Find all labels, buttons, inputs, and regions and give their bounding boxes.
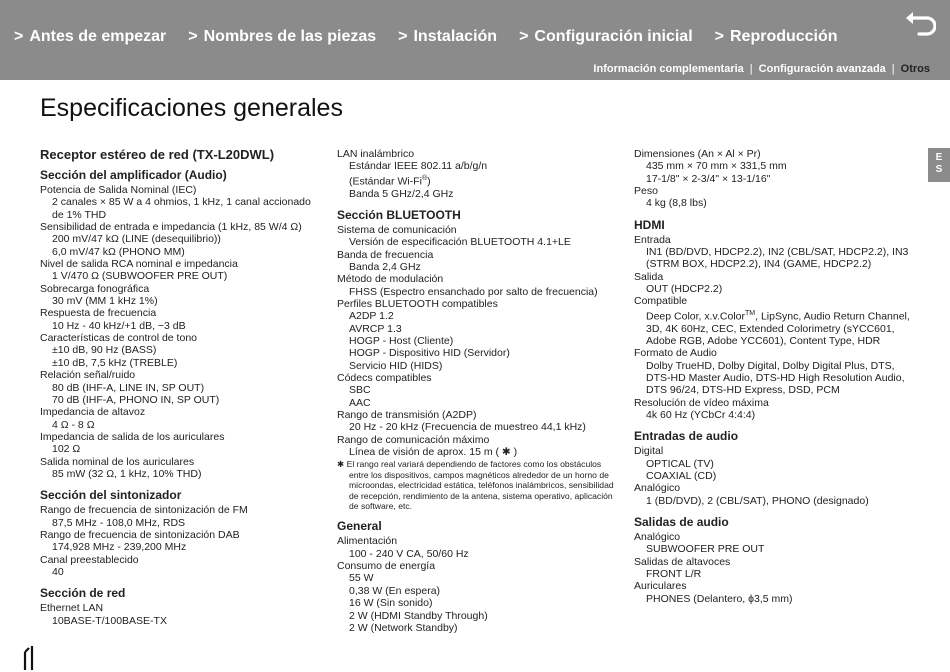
- nav-label: Configuración inicial: [534, 28, 693, 45]
- spec-value: 4 Ω - 8 Ω: [52, 418, 95, 431]
- spec-value: A2DP 1.2: [349, 310, 394, 323]
- nav-configuracion-inicial[interactable]: [519, 28, 693, 46]
- spec-label: Salidas de altavoces: [634, 555, 731, 568]
- language-tab-letter: S: [935, 164, 943, 175]
- nav-instalacion[interactable]: [398, 28, 497, 46]
- spec-value: Versión de especificación BLUETOOTH 4.1+LE: [349, 236, 571, 249]
- section-heading-general: General: [337, 519, 382, 534]
- spec-label: Características de control de tono: [40, 332, 197, 345]
- spec-label: Analógico: [634, 531, 681, 544]
- column-3: [634, 148, 919, 605]
- nav-arrow: >: [398, 28, 408, 45]
- spec-value-text: (Estándar Wi-Fi: [349, 175, 422, 188]
- spec-label: Rango de transmisión (A2DP): [337, 409, 477, 422]
- spec-label: Potencia de Salida Nominal (IEC): [40, 184, 197, 196]
- spec-label: Sistema de comunicación: [337, 223, 457, 236]
- section-heading-hdmi: HDMI: [634, 217, 665, 232]
- language-tab-es[interactable]: [928, 148, 950, 182]
- top-bar: [0, 0, 950, 80]
- spec-value: AVRCP 1.3: [349, 322, 402, 335]
- spec-value: 174,928 MHz - 239,200 MHz: [52, 541, 187, 554]
- spec-value: 10 Hz - 40 kHz/+1 dB, −3 dB: [52, 319, 186, 332]
- spec-value: Línea de visión de aprox. 15 m ( ✱ ): [349, 446, 518, 459]
- subnav-informacion-complementaria[interactable]: Información complementaria: [593, 63, 744, 75]
- nav-arrow: >: [14, 28, 24, 45]
- spec-label: Consumo de energía: [337, 560, 436, 573]
- spec-value: 1 V/470 Ω (SUBWOOFER PRE OUT): [52, 270, 228, 283]
- spec-label: Canal preestablecido: [40, 553, 139, 566]
- spec-value: AAC: [349, 396, 371, 409]
- registered-mark: ®: [421, 174, 428, 182]
- spec-value: 17-1/8" × 2-3/4" × 13-1/16": [646, 172, 771, 185]
- spec-label: Respuesta de frecuencia: [40, 307, 157, 320]
- spec-label: Rango de comunicación máximo: [337, 433, 490, 446]
- spec-label: Alimentación: [337, 535, 398, 548]
- spec-label: Analógico: [634, 482, 681, 495]
- spec-label: Salida: [634, 270, 664, 283]
- spec-label: Compatible: [634, 295, 688, 308]
- spec-value: 102 Ω: [52, 443, 81, 456]
- subnav-separator: |: [891, 63, 895, 75]
- spec-value: 20 Hz - 20 kHz (Frecuencia de muestreo 44,1 kHz): [349, 421, 586, 434]
- spec-label: Resolución de vídeo máxima: [634, 396, 769, 409]
- spec-value: 80 dB (IHF-A, LINE IN, SP OUT): [52, 381, 205, 394]
- spec-value: [646, 308, 919, 323]
- brand-logo-icon: [22, 646, 36, 670]
- spec-label: Banda de frecuencia: [337, 248, 434, 261]
- section-heading-audio-inputs: Entradas de audio: [634, 429, 739, 444]
- spec-label: LAN inalámbrico: [337, 148, 415, 160]
- subnav-separator: |: [749, 63, 753, 75]
- footnote: ✱ El rango real variará dependiendo de factores como los obstáculos entre los dispositivos, campos magnéticos alrededor de un horno de microondas, electricidad estática, teléfonos inalámbricos, sensibilidad de recepción, rendimiento de la antena, sistema operativo, aplicación de software, etc.: [337, 459, 614, 512]
- spec-value: 2 W (Network Standby): [349, 621, 458, 634]
- column-2: [337, 148, 622, 634]
- spec-value: 0,38 W (En espera): [349, 584, 441, 597]
- spec-value: 16 W (Sin sonido): [349, 597, 433, 610]
- spec-value: 87,5 MHz - 108,0 MHz, RDS: [52, 516, 186, 529]
- spec-label: Ethernet LAN: [40, 602, 104, 615]
- spec-label: Rango de frecuencia de sintonización DAB: [40, 528, 240, 541]
- spec-value: HOGP - Dispositivo HID (Servidor): [349, 347, 510, 360]
- nav-antes-de-empezar[interactable]: [14, 28, 166, 46]
- nav-label: Antes de empezar: [29, 28, 167, 45]
- spec-value: de 1% THD: [52, 208, 107, 221]
- spec-value: Banda 2,4 GHz: [349, 260, 421, 273]
- spec-value: 435 mm × 70 mm × 331,5 mm: [646, 160, 787, 173]
- spec-value: 40: [52, 565, 64, 578]
- spec-label: Formato de Audio: [634, 347, 717, 360]
- nav-reproduccion[interactable]: [715, 28, 838, 46]
- subnav-otros[interactable]: Otros: [900, 63, 930, 75]
- spec-value: ±10 dB, 7,5 kHz (TREBLE): [52, 356, 178, 369]
- spec-value: FRONT L/R: [646, 568, 702, 581]
- spec-label: Impedancia de altavoz: [40, 406, 146, 419]
- sub-nav: [593, 63, 930, 75]
- spec-value: [349, 173, 622, 188]
- column-1: [40, 148, 325, 627]
- main-nav: [14, 28, 860, 46]
- section-heading-bluetooth: Sección BLUETOOTH: [337, 207, 461, 222]
- spec-label: Perfiles BLUETOOTH compatibles: [337, 297, 498, 310]
- spec-label: Rango de frecuencia de sintonización de FM: [40, 504, 248, 517]
- nav-label: Nombres de las piezas: [203, 28, 377, 45]
- spec-value: 6,0 mV/47 kΩ (PHONO MM): [52, 245, 185, 258]
- spec-value: FHSS (Espectro ensanchado por salto de frecuencia): [349, 285, 598, 298]
- spec-value: Banda 5 GHz/2,4 GHz: [349, 187, 454, 200]
- back-arrow-icon[interactable]: [902, 8, 936, 42]
- spec-value-text: Deep Color, x.v.Color: [646, 310, 746, 323]
- spec-value: Servicio HID (HIDS): [349, 359, 443, 372]
- spec-label: Salida nominal de los auriculares: [40, 455, 195, 468]
- spec-value: PHONES (Delantero, ϕ3,5 mm): [646, 592, 793, 605]
- section-heading-audio-outputs: Salidas de audio: [634, 515, 729, 530]
- spec-label: Relación señal/ruido: [40, 369, 136, 382]
- spec-value: Estándar IEEE 802.11 a/b/g/n: [349, 160, 488, 173]
- spec-label: Nivel de salida RCA nominal e impedancia: [40, 258, 238, 271]
- spec-label: Dimensiones (An × Al × Pr): [634, 148, 761, 160]
- page-title: Especificaciones generales: [40, 94, 343, 122]
- spec-value: SUBWOOFER PRE OUT: [646, 543, 765, 556]
- spec-value: 2 canales × 85 W a 4 ohmios, 1 kHz, 1 canal accionado: [52, 196, 311, 209]
- nav-label: Instalación: [413, 28, 498, 45]
- spec-value: 1 (BD/DVD), 2 (CBL/SAT), PHONO (designado): [646, 494, 869, 507]
- spec-value: 55 W: [349, 572, 374, 585]
- spec-value: HOGP - Host (Cliente): [349, 334, 454, 347]
- spec-label: Entrada: [634, 233, 671, 246]
- spec-value: 200 mV/47 kΩ (LINE (desequilibrio)): [52, 233, 221, 246]
- spec-value: 85 mW (32 Ω, 1 kHz, 10% THD): [52, 467, 202, 480]
- spec-value: 2 W (HDMI Standby Through): [349, 609, 488, 622]
- nav-arrow: >: [714, 28, 724, 45]
- spec-value: 4k 60 Hz (YCbCr 4:4:4): [646, 409, 756, 422]
- spec-value: Dolby TrueHD, Dolby Digital, Dolby Digital Plus, DTS,: [646, 359, 895, 372]
- spec-value-text: , LipSync, Audio Return Channel,: [755, 310, 910, 323]
- spec-value: 10BASE-T/100BASE-TX: [52, 614, 167, 627]
- spec-value: DTS 96/24, DTS-HD Express, DSD, PCM: [646, 384, 840, 397]
- spec-label: Auriculares: [634, 580, 687, 593]
- spec-value: OPTICAL (TV): [646, 457, 714, 470]
- section-heading-tuner: Sección del sintonizador: [40, 488, 182, 503]
- spec-value: SBC: [349, 384, 371, 397]
- spec-label: Digital: [634, 445, 664, 458]
- nav-label: Reproducción: [729, 28, 838, 45]
- subnav-configuracion-avanzada[interactable]: Configuración avanzada: [758, 63, 886, 75]
- spec-value: IN1 (BD/DVD, HDCP2.2), IN2 (CBL/SAT, HDCP2.2), IN3: [646, 246, 909, 259]
- spec-value: DTS-HD Master Audio, DTS-HD High Resolution Audio,: [646, 372, 905, 384]
- spec-value: Adobe RGB, Adobe YCC601), Content Type, HDR: [646, 334, 881, 347]
- section-heading-amplifier: Sección del amplificador (Audio): [40, 168, 227, 182]
- nav-nombres-de-las-piezas[interactable]: [188, 28, 376, 46]
- spec-label: Códecs compatibles: [337, 372, 432, 384]
- spec-label: Peso: [634, 185, 658, 198]
- spec-value-text: ): [427, 175, 431, 188]
- spec-value: ±10 dB, 90 Hz (BASS): [52, 344, 157, 357]
- spec-label: Sobrecarga fonográfica: [40, 282, 150, 295]
- spec-value: 3D, 4K 60Hz, CEC, Extended Colorimetry (sYCC601,: [646, 322, 895, 335]
- spec-value: COAXIAL (CD): [646, 470, 717, 483]
- spec-label: Método de modulación: [337, 273, 444, 286]
- spec-value: (STRM BOX, HDCP2.2), IN4 (GAME, HDCP2.2): [646, 258, 872, 271]
- section-heading-network: Sección de red: [40, 586, 126, 601]
- language-tab-letter: E: [935, 152, 943, 163]
- spec-value: 70 dB (IHF-A, PHONO IN, SP OUT): [52, 393, 220, 406]
- nav-arrow: >: [188, 28, 198, 45]
- nav-arrow: >: [519, 28, 529, 45]
- spec-value: 100 - 240 V CA, 50/60 Hz: [349, 547, 469, 560]
- spec-label: Impedancia de salida de los auriculares: [40, 430, 225, 443]
- product-title: Receptor estéreo de red (TX-L20DWL): [40, 147, 275, 162]
- spec-label: Sensibilidad de entrada e impedancia (1 kHz, 85 W/4 Ω): [40, 221, 302, 234]
- spec-value: OUT (HDCP2.2): [646, 283, 723, 296]
- trademark-mark: TM: [745, 309, 756, 317]
- spec-value: 30 mV (MM 1 kHz 1%): [52, 295, 158, 308]
- spec-value: 4 kg (8,8 lbs): [646, 197, 707, 210]
